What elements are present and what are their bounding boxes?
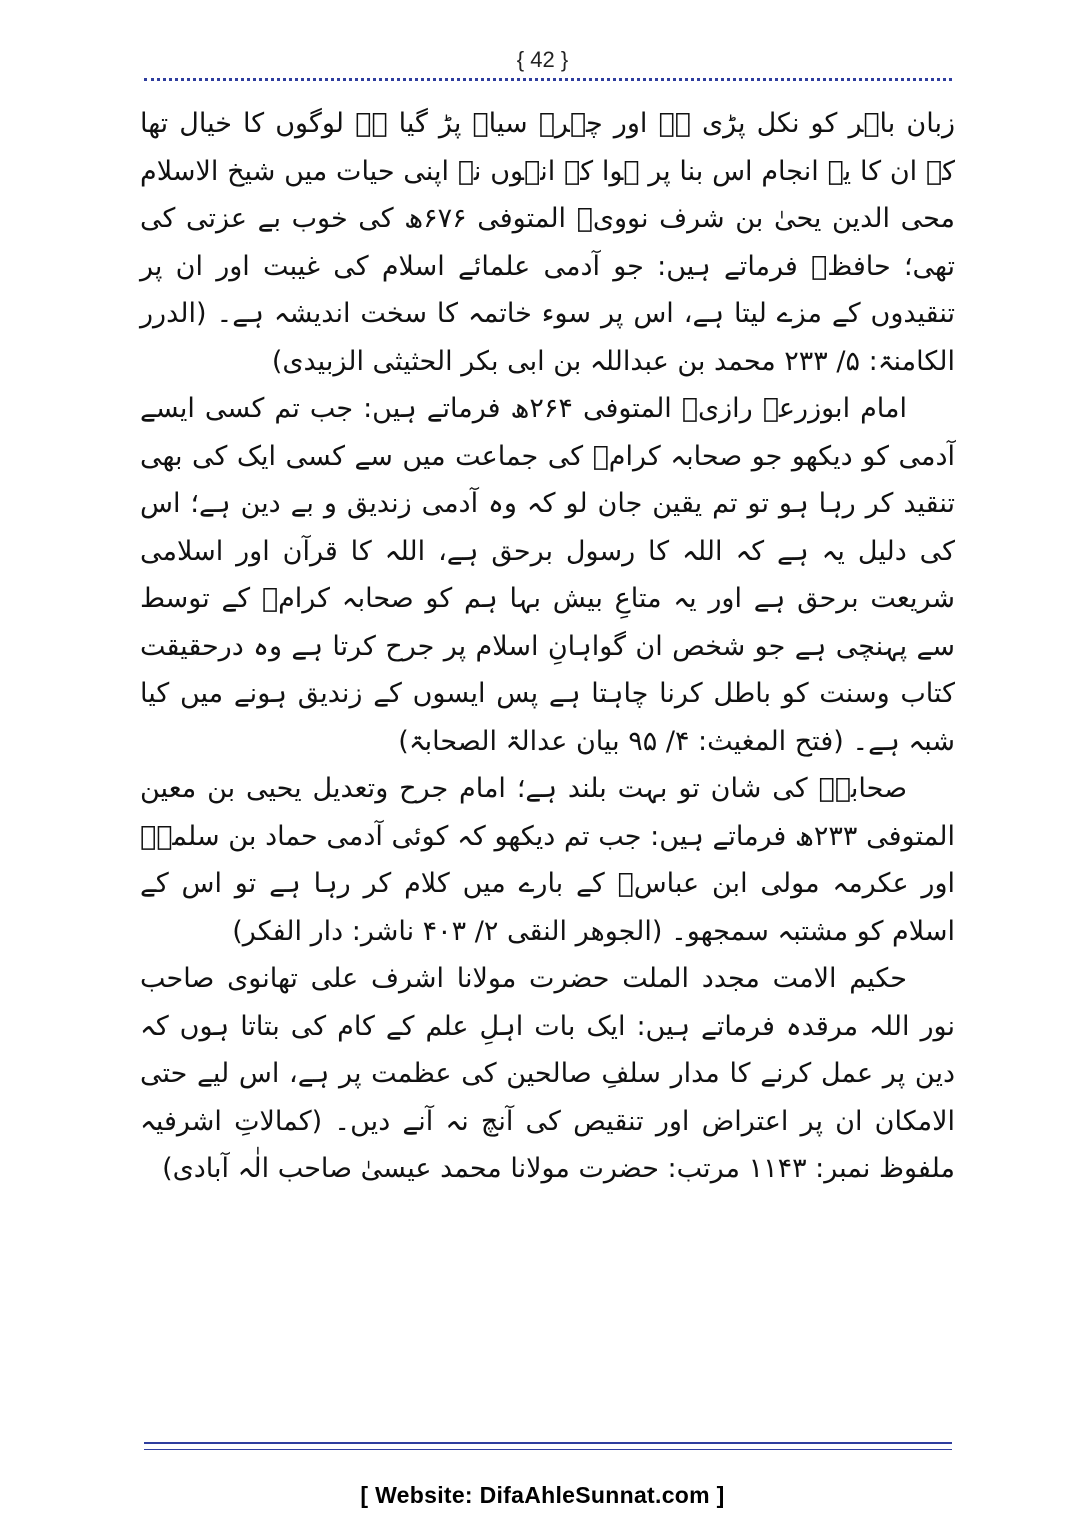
paragraph-abu-zura: امام ابوزرعۃ رازیؒ المتوفی ۲۶۴ھ فرماتے ہیں: جب تم کسی ایسے آدمی کو دیکھو جو صحابہ کرامؓ کی جماعت میں سے کسی ایک کی بھی تنقید کر رہا ہو تو تم یقین جان لو کہ وہ آدمی زندیق و بے دین ہے؛ اس کی دلیل یہ ہے کہ اللہ کا رسول برحق ہے، اللہ کا قرآن اور اسلامی شریعت برحق ہے اور یہ متاعِ بیش بہا ہم کو صحابہ کرامؓ کے توسط سے پہنچی ہے جو شخص ان گواہانِ اسلام پر جرح کرتا ہے وہ درحقیقت کتاب وسنت کو باطل کرنا چاہتا ہے پس ایسوں کے زندیق ہونے میں کیا شبہ ہے۔ (فتح المغیث: ۴/ ۹۵ بیان عدالۃ الصحابۃ)	[140, 393, 955, 757]
header-dotted-divider	[144, 78, 952, 81]
paragraph-thanvi: حکیم الامت مجدد الملت حضرت مولانا اشرف علی تھانوی صاحب نور اللہ مرقدہ فرماتے ہیں: ایک بات اہلِ علم کے کام کی بتاتا ہوں کہ دین پر عمل کرنے کا مدار سلفِ صالحین کی عظمت پر ہے، اس لیے حتی الامکان ان پر اعتراض اور تنقیص کی آنچ نہ آنے دیں۔ (کمالاتِ اشرفیہ ملفوظ نمبر: ۱۱۴۳ مرتب: حضرت مولانا محمد عیسیٰ صاحب الٰہ آبادی)	[140, 963, 955, 1184]
footer-divider-thick	[144, 1442, 952, 1444]
page-body	[140, 100, 955, 1193]
website-footer: [ Website: DifaAhleSunnat.com ]	[360, 1482, 725, 1508]
paragraph-nawawi: زبان باہر کو نکل پڑی ہے اور چہرہ سیاہ پڑ گیا ہے لوگوں کا خیال تھا کہ ان کا یہ انجام اس بنا پر ہوا کہ انہوں نے اپنی حیات میں شیخ الاسلام محی الدین یحیٰ بن شرف نوویؒ المتوفی ۶۷۶ھ کی خوب بے عزتی کی تھی؛ حافظؒ فرماتے ہیں: جو آدمی علمائے اسلام کی غیبت اور ان پر تنقیدوں کے مزے لیتا ہے، اس پر سوء خاتمہ کا سخت اندیشہ ہے۔ (الدرر الکامنۃ: ۵/ ۲۳۳ محمد بن عبداللہ بن ابی بکر الحثیثی الزبیدی)	[140, 108, 955, 377]
page-number: { 42 }	[516, 47, 569, 72]
paragraph-ibn-main: صحابہؓ کی شان تو بہت بلند ہے؛ امام جرح وتعدیل یحیی بن معین المتوفی ۲۳۳ھ فرماتے ہیں: جب تم دیکھو کہ کوئی آدمی حماد بن سلمہؒ اور عکرمہ مولی ابن عباسؓ کے بارے میں کلام کر رہا ہے تو اس کے اسلام کو مشتبہ سمجھو۔ (الجوھر النقی ۲/ ۴۰۳ ناشر: دار الفکر)	[140, 773, 955, 947]
footer-divider-thin	[144, 1449, 952, 1450]
